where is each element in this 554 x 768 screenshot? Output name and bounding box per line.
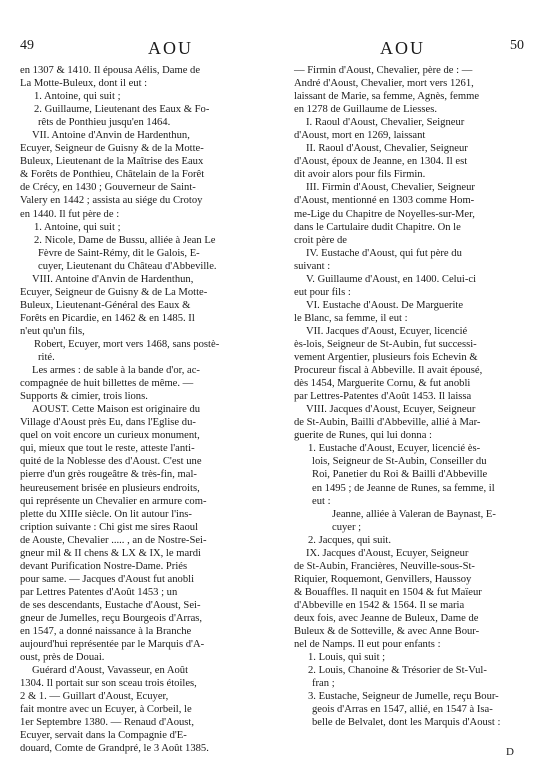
- left-text-line: VII. Antoine d'Anvin de Hardenthun,: [32, 130, 190, 142]
- right-text-line: dit avoir alors pour fils Firmin.: [294, 169, 426, 181]
- right-text-line: suivant :: [294, 260, 331, 272]
- left-text-line: Buleux, Lieutenant de la Maîtrise des Eaux: [20, 156, 204, 168]
- left-text-line: rité.: [38, 352, 55, 364]
- left-running-title: AOU: [148, 38, 193, 58]
- left-text-line: 2. Guillaume, Lieutenant des Eaux & Fo-: [34, 104, 210, 116]
- left-text-line: devant Purification Nostre-Dame. Priés: [20, 560, 188, 572]
- left-text-line: Forêts en Picardie, en 1462 & en 1485. Il: [20, 312, 195, 324]
- left-text-line: en 1307 & 1410. Il épousa Aélis, Dame de: [20, 65, 201, 76]
- left-text-line: pour same. — Jacques d'Aoust fut anobli: [20, 573, 195, 585]
- left-text-line: cription suivante : Chi gist me sires Raoul: [20, 521, 199, 533]
- left-text-line: heureusement brisée en plusieurs endroits,: [20, 482, 200, 494]
- right-text-line: belle de Belvalet, dont les Marquis d'Aoust :: [312, 717, 501, 729]
- left-text-line: Supports & cimier, trois lions.: [20, 391, 148, 403]
- right-text-line: le Blanc, sa femme, il eut :: [294, 312, 408, 324]
- left-text-line: de Aouste, Chevalier ..... , an de Nostre-Sei-: [20, 534, 207, 546]
- left-text-line: Les armes : de sable à la bande d'or, ac-: [32, 365, 200, 377]
- right-text-line: vement Argentier, plusieurs fois Echevin &: [294, 352, 478, 364]
- left-text-line: 1. Antoine, qui suit ;: [34, 91, 121, 103]
- right-text-line: I. Raoul d'Aoust, Chevalier, Seigneur: [306, 117, 465, 129]
- right-text-line: V. Guillaume d'Aoust, en 1400. Celui-ci: [306, 273, 477, 285]
- left-text-line: en 1547, a donné naissance à la Branche: [20, 626, 192, 638]
- right-text-line: par Lettres-Patentes d'Août 1453. Il laissa: [294, 391, 472, 403]
- right-text-line: 1. Eustache d'Aoust, Ecuyer, licencié ès-: [308, 443, 481, 455]
- right-text-line: Riquier, Roquemont, Genvillers, Haussoy: [294, 573, 472, 585]
- right-text-line: dans le Cartulaire dudit Chapitre. On le: [294, 221, 461, 233]
- left-text-line: en 1440. Il fut père de :: [20, 208, 120, 220]
- left-text-line: cuyer, Lieutenant du Château d'Abbeville.: [38, 260, 217, 272]
- right-text-line: nel de Namps. Il eut pour enfants :: [294, 639, 441, 651]
- right-text-line: croit père de: [294, 234, 347, 246]
- left-text-line: par Lettres Patentes d'Août 1453 ; un: [20, 586, 178, 598]
- left-text-line: 1er Septembre 1380. — Renaud d'Aoust,: [20, 717, 195, 729]
- left-text-line: 1. Antoine, qui suit ;: [34, 221, 121, 233]
- left-text-line: quité de la Noblesse des d'Aoust. C'est une: [20, 456, 202, 468]
- right-text-line: Procureur fiscal à Abbeville. Il avait épousé,: [294, 365, 483, 377]
- signature-mark: D: [506, 746, 514, 758]
- left-text-line: fait montre avec un Ecuyer, à Corbeil, le: [20, 704, 192, 716]
- right-text-line: IX. Jacques d'Aoust, Ecuyer, Seigneur: [306, 547, 469, 559]
- right-text-line: de St-Aubin, Bailli d'Abbeville, allié à Mar-: [294, 417, 481, 429]
- left-text-line: plette du XIIIe siècle. On lit autour l'ins-: [20, 508, 192, 520]
- left-text-line: & Forêts de Ponthieu, Châtelain de la Forêt: [20, 169, 205, 181]
- left-text-line: gneur de Jumelles, reçu Bourgeois d'Arras,: [20, 612, 203, 624]
- right-text-line: & Bouaffles. Il naquit en 1504 & fut Maïeur: [294, 586, 482, 598]
- right-text-line: 2. Louis, Chanoine & Trésorier de St-Vul-: [308, 665, 487, 677]
- left-text-line: Buleux, Lieutenant-Général des Eaux &: [20, 299, 191, 311]
- left-text-line: gneur mil & II chens & LX & IX, le mardi: [20, 547, 201, 559]
- right-page-number: 50: [510, 38, 524, 53]
- right-text-line: d'Abbeville en 1542 & 1564. Il se maria: [294, 599, 465, 611]
- left-text-line: de Crécy, en 1430 ; Gouverneur de Saint-: [20, 182, 196, 194]
- right-text-line: VI. Eustache d'Aoust. De Marguerite: [306, 299, 464, 311]
- right-text-line: 3. Eustache, Seigneur de Jumelle, reçu Bour-: [308, 691, 499, 703]
- left-text-line: Fèvre de Saint-Rémy, dit le Galois, E-: [38, 247, 200, 259]
- left-text-line: La Motte-Buleux, dont il eut :: [20, 78, 148, 90]
- right-text-line: deux fois, avec Jeanne de Buleux, Dame de: [294, 612, 479, 624]
- left-column: [20, 64, 276, 755]
- left-text-line: Ecuyer, Seigneur de Guisny & de La Motte-: [20, 286, 208, 298]
- left-text-line: de ses descendants, Eustache d'Aoust, Sei-: [20, 599, 201, 611]
- left-text-line: VIII. Antoine d'Anvin de Hardenthun,: [32, 273, 194, 285]
- left-text-line: rêts de Ponthieu jusqu'en 1464.: [38, 117, 171, 129]
- right-text-line: IV. Eustache d'Aoust, qui fut père du: [306, 247, 462, 259]
- right-text-line: Buleux & de Sotteville, & avec Anne Bour-: [294, 626, 480, 638]
- right-text-line: guerite de Runes, qui lui donna :: [294, 430, 432, 442]
- left-text-line: qui représente un Chevalier en armure com-: [20, 495, 207, 507]
- right-text-line: lois, Seigneur de St-Aubin, Conseiller du: [312, 456, 487, 468]
- left-text-line: oust, près de Douai.: [20, 652, 105, 664]
- left-text-line: 2. Nicole, Dame de Bussu, alliée à Jean Le: [34, 234, 216, 246]
- left-text-line: Ecuyer, servait dans la Compagnie d'E-: [20, 730, 187, 742]
- left-text-line: aujourd'hui représentée par le Marquis d'A-: [20, 639, 205, 651]
- right-text-line: VIII. Jacques d'Aoust, Ecuyer, Seigneur: [306, 404, 476, 416]
- right-text-line: en 1278 de Guillaume de Liesses.: [294, 104, 437, 116]
- right-text-line: laissant de Marie, sa femme, Agnès, femme: [294, 91, 480, 103]
- left-text-line: Village d'Aoust près Eu, dans l'Eglise du-: [20, 417, 196, 429]
- right-text-line: fran ;: [312, 678, 335, 690]
- right-text-line: Jeanne, alliée à Valeran de Baynast, E-: [332, 508, 496, 520]
- left-text-line: AOUST. Cette Maison est originaire du: [32, 404, 201, 416]
- right-text-line: me-Lige du Chapitre de Noyelles-sur-Mer,: [294, 208, 475, 220]
- right-text-line: III. Firmin d'Aoust, Chevalier, Seigneur: [306, 182, 475, 194]
- right-column: [294, 64, 538, 729]
- right-running-title: AOU: [380, 38, 425, 58]
- right-text-line: cuyer ;: [332, 521, 362, 533]
- left-text-line: n'eut qu'un fils,: [20, 325, 85, 337]
- left-text-line: quel on voit encore un curieux monument,: [20, 430, 200, 442]
- left-text-line: Ecuyer, Seigneur de Guisny & de la Motte-: [20, 143, 204, 155]
- left-text-line: Valery en 1442 ; assista au siége du Crotoy: [20, 195, 203, 207]
- right-text-line: d'Aoust, mort en 1269, laissant: [294, 130, 426, 142]
- right-text-line: de St-Aubin, Francières, Neuville-sous-St-: [294, 560, 475, 572]
- left-text-line: Guérard d'Aoust, Vavasseur, en Août: [32, 665, 189, 677]
- left-text-line: 2 & 1. — Guillart d'Aoust, Ecuyer,: [20, 691, 169, 703]
- right-text-line: d'Aoust, mentionné en 1303 comme Hom-: [294, 195, 475, 207]
- left-page-number: 49: [20, 38, 34, 53]
- right-text-line: 2. Jacques, qui suit.: [308, 534, 391, 546]
- right-text-line: 1. Louis, qui suit ;: [308, 652, 386, 664]
- right-text-line: dès 1454, Marguerite Cornu, & fut anobli: [294, 378, 471, 390]
- right-text-line: VII. Jacques d'Aoust, Ecuyer, licencié: [306, 325, 468, 337]
- right-text-line: d'Aoust, époux de Jeanne, en 1304. Il est: [294, 156, 468, 168]
- left-text-line: compagnée de huit billettes de même. —: [20, 378, 194, 390]
- right-text-line: eut pour fils :: [294, 286, 351, 298]
- left-text-line: 1304. Il portait sur son sceau trois étoiles,: [20, 678, 197, 690]
- right-text-line: en 1495 ; de Jeanne de Runes, sa femme, il: [312, 482, 495, 494]
- right-text-line: geois d'Arras en 1547, allié, en 1547 à Isa-: [312, 704, 493, 716]
- right-text-line: ès-lois, Seigneur de St-Aubin, fut successi-: [294, 338, 477, 350]
- right-text-line: II. Raoul d'Aoust, Chevalier, Seigneur: [306, 143, 468, 155]
- right-text-line: eut :: [312, 495, 331, 507]
- right-text-line: André d'Aoust, Chevalier, mort vers 1261,: [294, 78, 474, 90]
- left-text-line: pierre d'un grès rougeâtre & très-fin, mal-: [20, 469, 197, 481]
- left-text-line: Robert, Ecuyer, mort vers 1468, sans postè-: [34, 338, 220, 350]
- right-text-line: — Firmin d'Aoust, Chevalier, père de : —: [294, 65, 473, 76]
- right-text-line: Roi, Panetier du Roi & Bailli d'Abbeville: [312, 469, 488, 481]
- left-text-line: douard, Comte de Grandpré, le 3 Août 1385.: [20, 743, 209, 755]
- left-text-line: qui, mieux que tout le reste, atteste l'anti-: [20, 443, 195, 455]
